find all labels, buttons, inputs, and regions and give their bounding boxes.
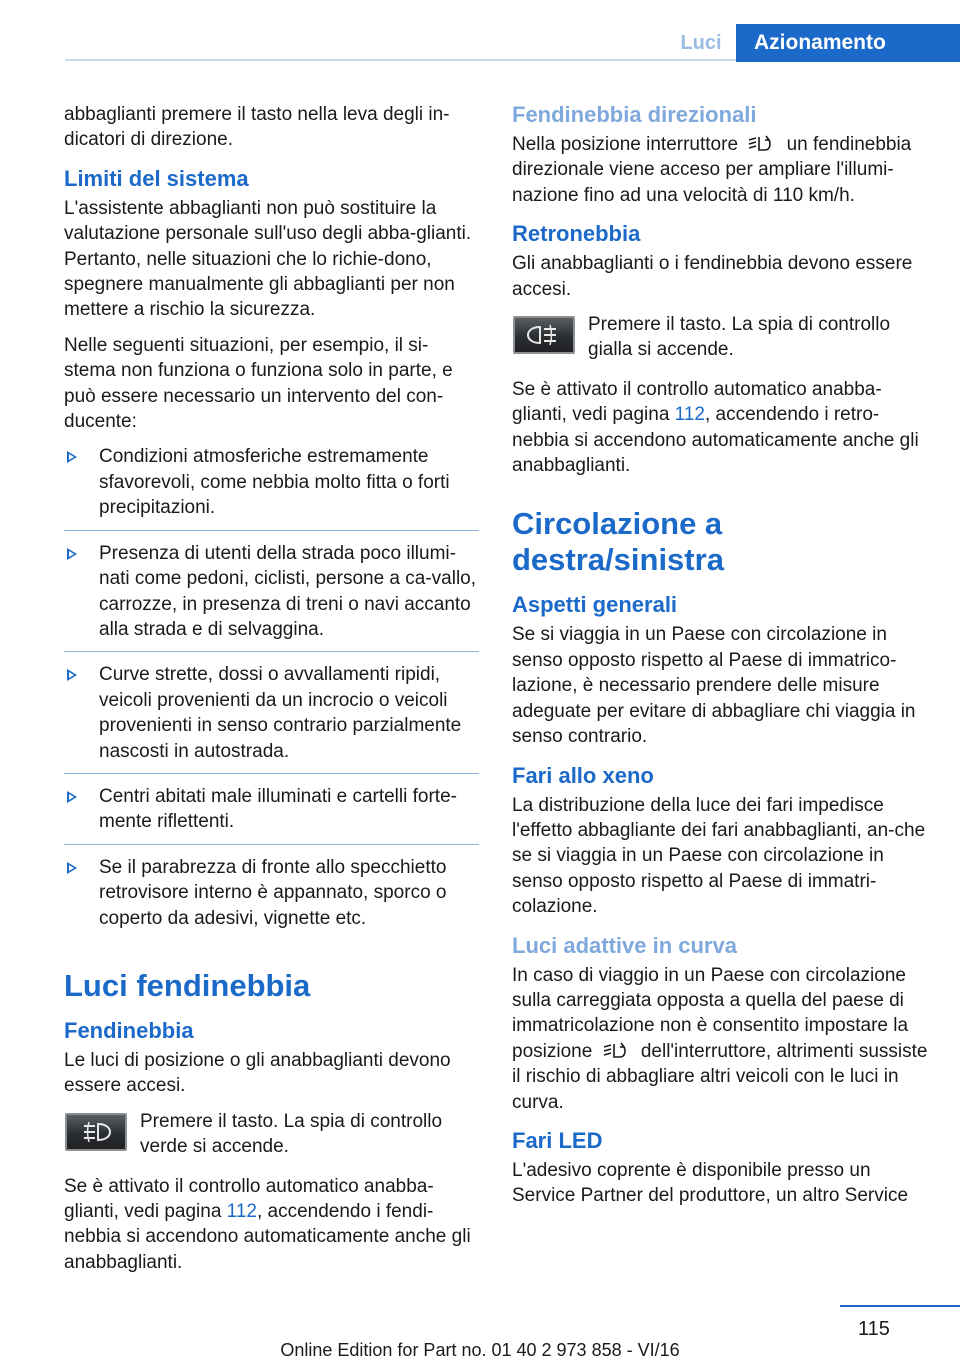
list-item: Presenza di utenti della strada poco illumi-nati come pedoni, ciclisti, persone a ca-vallo, carrozze, in presenza di treni o navi accanto alla strada e di selvaggina.	[64, 541, 479, 653]
limits-paragraph-2: Nelle seguenti situazioni, per esempio, il si-stema non funziona o funziona solo in parte, e può essere necessario un intervento del con-ducente:	[64, 334, 453, 433]
triangle-bullet-icon	[67, 669, 77, 681]
xenon-paragraph: La distribuzione della luce dei fari impedisce l'effetto abbagliante dei fari anabbaglianti, an-che se si viaggia in un Paese con circolazione in senso opposto rispetto al Paese di immatri-colazione.	[512, 794, 926, 918]
cornering-light-icon	[745, 134, 779, 152]
front-fog-button-icon	[65, 1113, 127, 1151]
directional-fog-heading: Fendinebbia direzionali	[512, 102, 757, 127]
triangle-bullet-icon	[67, 548, 77, 560]
led-heading: Fari LED	[512, 1127, 603, 1153]
page-link-112[interactable]: 112	[226, 1201, 257, 1222]
triangle-bullet-icon	[67, 791, 77, 803]
list-item: Curve strette, dossi o avvallamenti ripidi, veicoli provenienti da un incrocio o veicoli provenienti in senso contrario parzialmente nascosti in autostrada.	[64, 662, 479, 774]
limits-heading: Limiti del sistema	[64, 165, 249, 191]
page-number: 115	[858, 1318, 890, 1340]
limits-list	[64, 444, 479, 940]
general-heading: Aspetti generali	[512, 592, 678, 618]
intro-paragraph: abbaglianti premere il tasto nella leva degli in-dicatori di direzione.	[64, 104, 450, 151]
directional-fog-paragraph: Nella posizione interruttore un fendinebbia direzionale viene acceso per ampliare l'illumi-nazione fino ad una velocità di 110 km/h.	[512, 134, 912, 206]
front-fog-paragraph-1: Le luci di posizione o gli anabbaglianti devono essere accesi.	[64, 1049, 451, 1097]
front-fog-paragraph-2: Se è attivato il controllo automatico anabba-glianti, vedi pagina 112, accendendo i fendi-nebbia si accendono automaticamente anche gli anabbaglianti.	[64, 1175, 471, 1273]
header-section-label: Luci	[680, 32, 722, 54]
list-item: Se il parabrezza di fronte allo specchietto retrovisore interno è appannato, sporco o coperto da adesivi, vignette etc.	[64, 855, 479, 940]
page-link-112[interactable]: 112	[674, 404, 705, 426]
list-item: Condizioni atmosferiche estremamente sfavorevoli, come nebbia molto fitta o forti precipitazioni.	[64, 444, 479, 530]
rear-fog-paragraph-2: Se è attivato il controllo automatico anabba-glianti, vedi pagina 112, accendendo i retro-nebbia si accendono automaticamente anche gli anabbaglianti.	[512, 378, 919, 477]
front-fog-button-text: Premere il tasto. La spia di controllo verde si accende.	[140, 1110, 443, 1158]
xenon-heading: Fari allo xeno	[512, 762, 654, 788]
rear-fog-button-text: Premere il tasto. La spia di controllo gialla si accende.	[588, 314, 891, 361]
left-column	[64, 102, 479, 1285]
footer-rule	[840, 1305, 960, 1307]
list-item: Centri abitati male illuminati e cartelli forte-mente riflettenti.	[64, 784, 479, 845]
triangle-bullet-icon	[67, 862, 77, 874]
header-chapter-tab: Azionamento	[736, 24, 960, 62]
rear-fog-heading: Retronebbia	[512, 221, 641, 247]
front-fog-heading: Fendinebbia	[64, 1017, 194, 1043]
front-fog-button-row	[64, 1109, 479, 1160]
general-paragraph: Se si viaggia in un Paese con circolazione in senso opposto rispetto al Paese di immatrico-lazione, è necessario prendere delle misure adeguate per evitare di abbagliare chi viaggia in senso contrario.	[512, 624, 916, 748]
adaptive-curve-paragraph: In caso di viaggio in un Paese con circolazione sulla carreggiata opposta a quella del paese di immatricolazione non è consentito impostare la posizione dell'interruttore, altrimenti sussiste il rischio di abbagliare altri veicoli con le luci in curva.	[512, 964, 928, 1113]
edition-footer: Online Edition for Part no. 01 40 2 973 858 - VI/16	[280, 1340, 680, 1360]
adaptive-curve-heading: Luci adattive in curva	[512, 932, 737, 958]
rear-fog-button-icon	[513, 316, 575, 354]
fog-lights-title: Luci fendinebbia	[64, 967, 311, 1003]
rear-fog-button-row	[512, 312, 930, 363]
cornering-light-icon	[600, 1041, 634, 1059]
rear-fog-paragraph-1: Gli anabbaglianti o i fendinebbia devono essere accesi.	[512, 253, 913, 300]
right-column	[512, 102, 930, 1219]
triangle-bullet-icon	[67, 451, 77, 463]
traffic-side-title: Circolazione a destra/sinistra	[512, 506, 724, 578]
limits-paragraph-1: L'assistente abbaglianti non può sostituire la valutazione personale sull'uso degli abba-glianti. Pertanto, nelle situazioni che lo richie-dono, spegnere manualmente gli abbaglianti per non mettere a rischio la sicurezza.	[64, 197, 472, 321]
led-paragraph: L'adesivo coprente è disponibile presso un Service Partner del produttore, un altro Service	[512, 1159, 909, 1207]
